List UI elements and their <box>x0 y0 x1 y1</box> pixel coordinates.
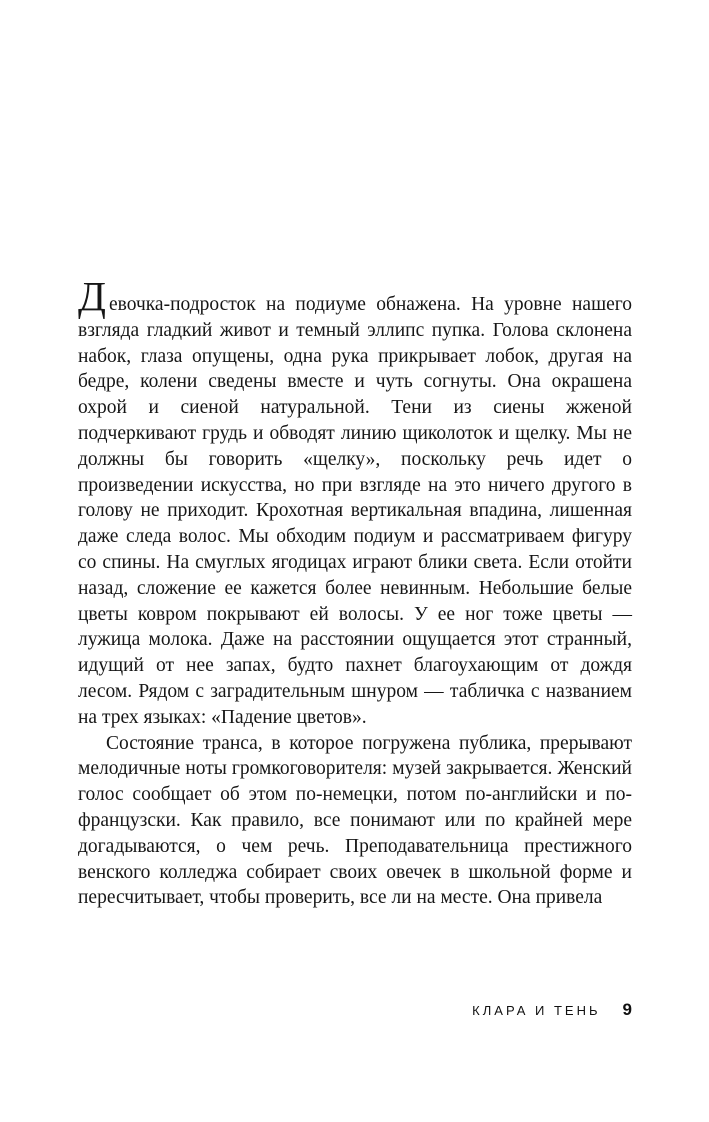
page-number: 9 <box>622 1000 632 1019</box>
opening-paragraph-text: евочка-подросток на подиуме обнажена. На уровне нашего взгляда гладкий живот и темный эллипс пупка. Голова склонена набок, глаза опущены, одна рука прикрывает лобок, другая на бедре, колени сведены вместе и чуть согнуты. Она окрашена охрой и сиеной натуральной. Тени из сиены жженой подчеркивают грудь и обводят линию щиколоток и щелку. Мы не должны бы говорить «щелку», поскольку речь идет о произведении искусства, но при взгляде на это ничего другого в голову не приходит. Крохотная вертикальная впадина, лишенная даже следа волос. Мы обходим подиум и рассматриваем фигуру со спины. На смуглых ягодицах играют блики света. Если отойти назад, сложение ее кажется более невинным. Небольшие белые цветы ковром покрывают ей волосы. У ее ног тоже цветы — лужица молока. Даже на расстоянии ощущается этот странный, идущий от нее запах, будто пахнет благоухающим от дождя лесом. Рядом с заградительным шнуром — табличка с названием на трех языках: «Падение цветов». <box>78 294 632 728</box>
running-title: КЛАРА И ТЕНЬ <box>472 1002 601 1018</box>
opening-paragraph <box>78 273 632 731</box>
dropcap-letter: Д <box>78 273 107 319</box>
text-block <box>78 273 632 911</box>
page-footer <box>78 1000 632 1020</box>
second-paragraph: Состояние транса, в которое погружена публика, прерывают мелодичные ноты громкоговорителя: музей закрывается. Женский голос сообщает об этом по-немецки, потом по-английски и по-французски. Как правило, все понимают или по крайней мере догадываются, о чем речь. Преподавательница престижного венского колледжа собирает своих овечек в школьной форме и пересчитывает, чтобы проверить, все ли на месте. Она привела <box>78 732 632 909</box>
